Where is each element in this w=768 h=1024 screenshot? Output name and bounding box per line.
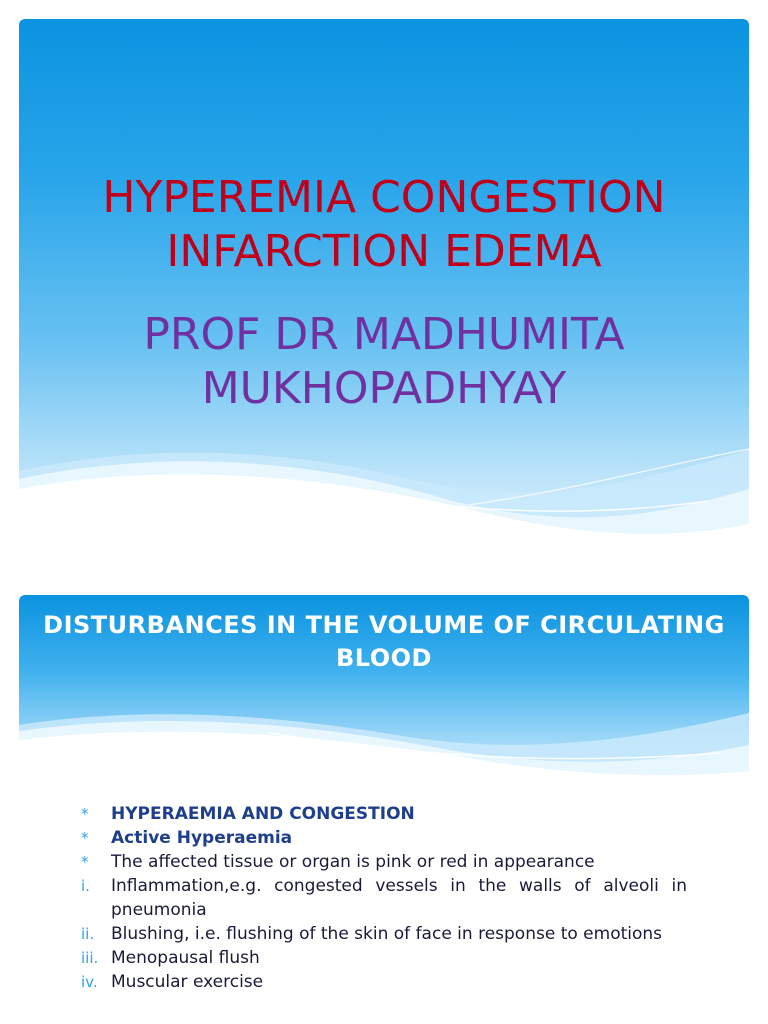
list-item <box>81 874 687 922</box>
list-item-text: Blushing, i.e. flushing of the skin of face in response to emotions <box>111 924 663 944</box>
content-slide <box>19 595 749 1024</box>
wave-decoration <box>19 419 749 564</box>
numbered-marker: ii. <box>81 925 95 943</box>
list-item-text: The affected tissue or organ is pink or red in appearance <box>111 852 595 872</box>
list-item <box>81 802 687 826</box>
numbered-marker: i. <box>81 877 90 895</box>
numbered-marker: iv. <box>81 973 98 991</box>
bullet-marker: * <box>81 829 89 847</box>
list-item <box>81 922 687 946</box>
list-item <box>81 970 687 994</box>
title-slide <box>19 19 749 564</box>
presentation-title: HYPEREMIA CONGESTION INFARCTION EDEMA <box>102 172 666 277</box>
list-item-text: Muscular exercise <box>111 972 264 992</box>
section-heading: HYPERAEMIA AND CONGESTION <box>111 804 415 824</box>
subsection-heading: Active Hyperaemia <box>111 828 293 848</box>
bullet-marker: * <box>81 853 89 871</box>
slide-content <box>81 802 687 994</box>
list-item-text: Menopausal flush <box>111 948 260 968</box>
numbered-marker: iii. <box>81 949 99 967</box>
wave-decoration <box>19 695 749 785</box>
list-item <box>81 826 687 850</box>
list-item <box>81 850 687 874</box>
bullet-marker: * <box>81 805 89 823</box>
list-item <box>81 946 687 970</box>
presenter-name: PROF DR MADHUMITA MUKHOPADHYAY <box>143 309 625 414</box>
list-item-text: Inflammation,e.g. congested vessels in the walls of alveoli in pneumonia <box>111 876 687 920</box>
slide-title: DISTURBANCES IN THE VOLUME OF CIRCULATING BLOOD <box>43 611 725 672</box>
